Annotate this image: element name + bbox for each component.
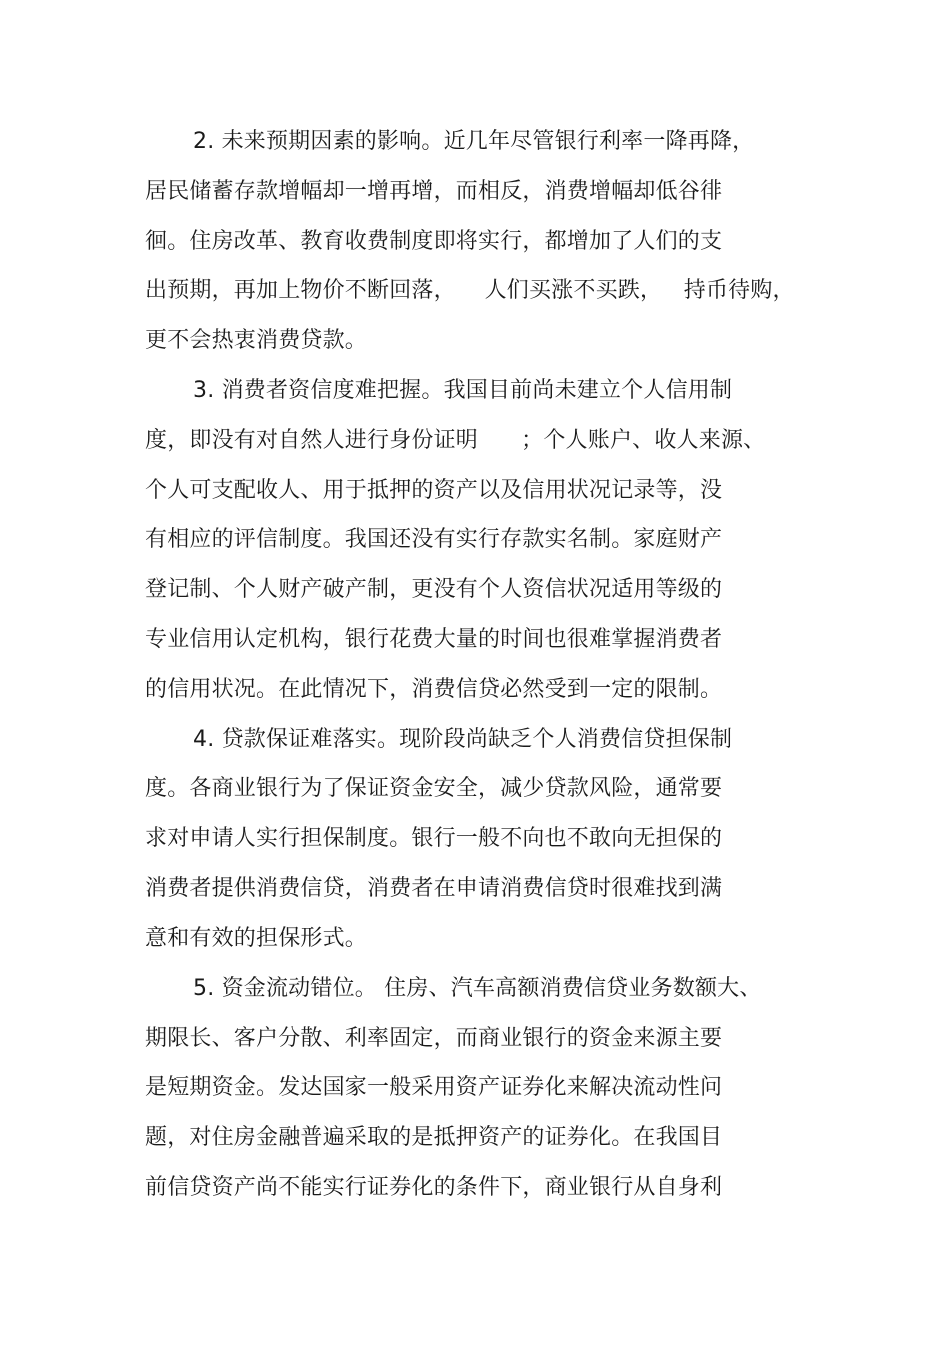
text-line: 个人可支配收人、用于抵押的资产以及信用状况记录等，没 — [145, 478, 723, 503]
text-line: 更不会热衷消费贷款。 — [145, 328, 368, 353]
text-line: 居民储蓄存款增幅却一增再增，而相反，消费增幅却低谷徘 — [145, 179, 723, 204]
text-line: 题，对住房金融普遍采取的是抵押资产的证券化。在我国目 — [145, 1125, 723, 1150]
text-line: 专业信用认定机构，银行花费大量的时间也很难掌握消费者 — [145, 627, 723, 652]
text-line: 3. 消费者资信度难把握。我国目前尚未建立个人信用制 — [193, 378, 733, 403]
text-line: 有相应的评信制度。我国还没有实行存款实名制。家庭财产 — [145, 527, 723, 552]
text-line: 期限长、客户分散、利率固定，而商业银行的资金来源主要 — [145, 1026, 723, 1051]
text-line: 意和有效的担保形式。 — [145, 926, 368, 951]
text-line: 登记制、个人财产破产制，更没有个人资信状况适用等级的 — [145, 577, 723, 602]
text-line: 求对申请人实行担保制度。银行一般不向也不敢向无担保的 — [145, 826, 723, 851]
text-line: 度。各商业银行为了保证资金安全，减少贷款风险，通常要 — [145, 776, 723, 801]
text-line: 5. 资金流动错位。 住房、汽车高额消费信贷业务数额大、 — [193, 976, 762, 1001]
text-line: 是短期资金。发达国家一般采用资产证券化来解决流动性问 — [145, 1075, 723, 1100]
text-line: 的信用状况。在此情况下，消费信贷必然受到一定的限制。 — [145, 677, 723, 702]
text-line: 消费者提供消费信贷，消费者在申请消费信贷时很难找到满 — [145, 876, 723, 901]
text-line: 4. 贷款保证难落实。现阶段尚缺乏个人消费信贷担保制 — [193, 727, 733, 752]
text-line: 前信贷资产尚不能实行证券化的条件下，商业银行从自身利 — [145, 1175, 723, 1200]
text-line: 徊。住房改革、教育收费制度即将实行，都增加了人们的支 — [145, 229, 723, 254]
text-line: 出预期，再加上物价不断回落， 人们买涨不买跌， 持币待购， — [145, 278, 795, 303]
text-line: 2. 未来预期因素的影响。近几年尽管银行利率一降再降， — [193, 129, 755, 154]
text-line: 度，即没有对自然人进行身份证明 ；个人账户、收人来源、 — [145, 428, 766, 453]
